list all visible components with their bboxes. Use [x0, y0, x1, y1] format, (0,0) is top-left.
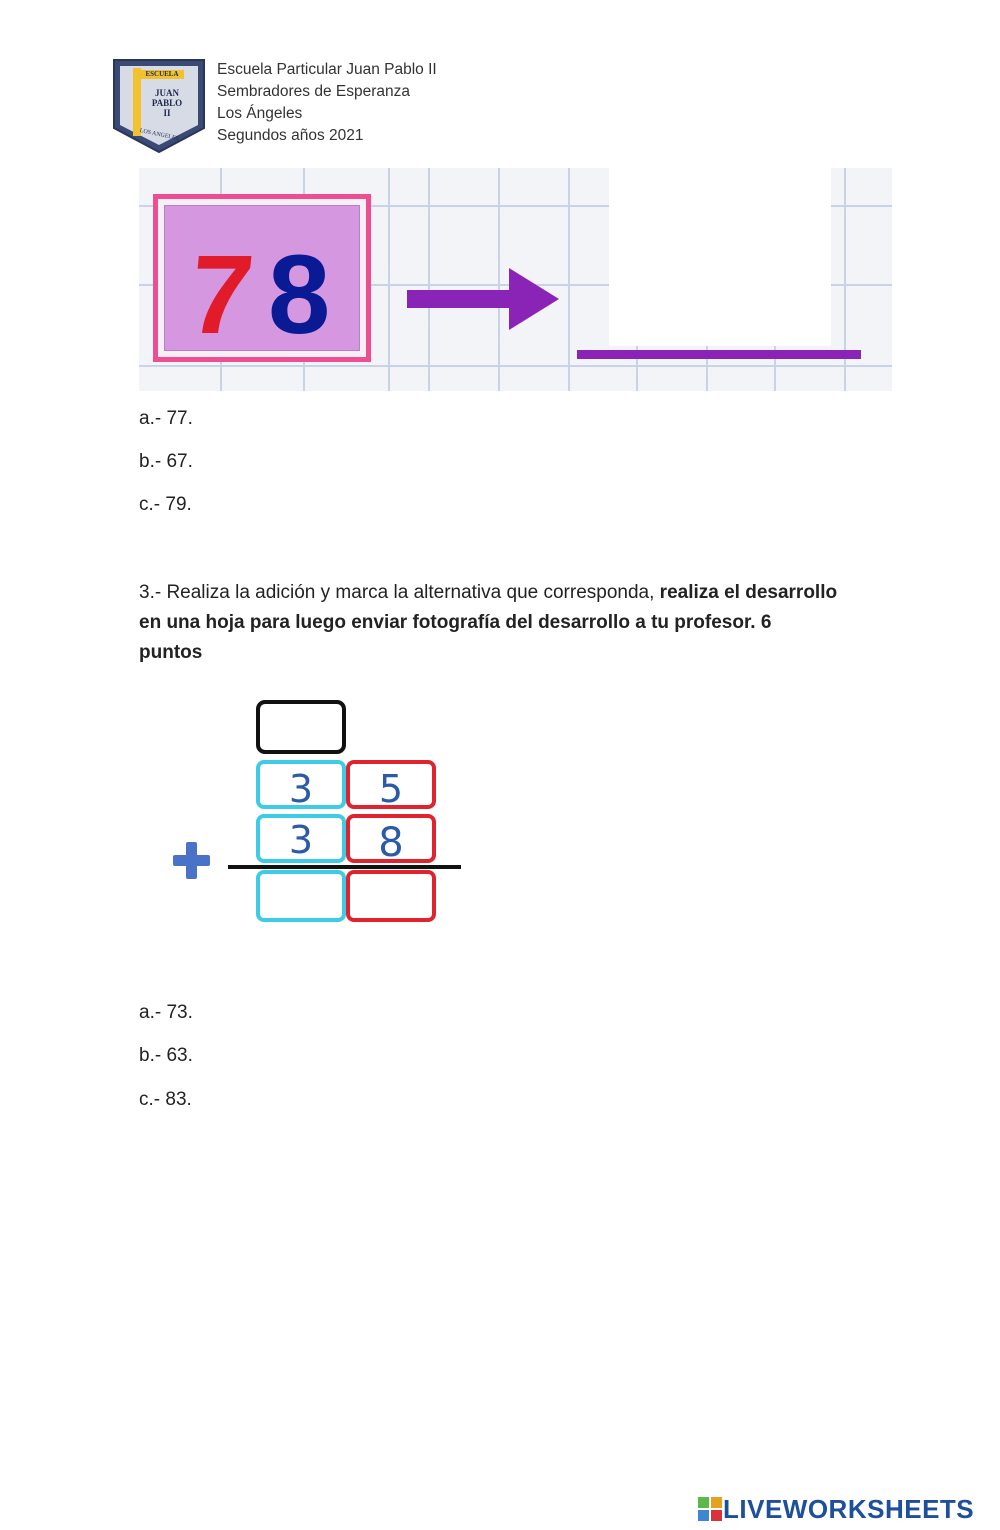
school-city: Los Ángeles: [217, 105, 303, 122]
number-card: [153, 194, 371, 362]
school-name: Escuela Particular Juan Pablo II: [217, 61, 437, 78]
addend2-units: 8: [378, 820, 404, 866]
logo-bottom-text: LOS ANGELES: [139, 127, 180, 143]
tens-digit: 7: [183, 232, 259, 357]
brand-name: LIVEWORKSHEETS: [723, 1493, 975, 1524]
answer-blank-area: [609, 168, 831, 346]
plus-icon: [173, 842, 210, 879]
arrow-right-icon: [405, 264, 565, 336]
q3-option-a[interactable]: a.- 73.: [139, 1002, 193, 1023]
logo-center-line-3: II: [163, 108, 171, 118]
number-decomposition-image: [139, 168, 892, 391]
addend1-tens: 3: [288, 767, 314, 811]
addend2-tens: 3: [288, 818, 314, 862]
q2-option-c[interactable]: c.- 79.: [139, 494, 192, 515]
addend1-units: 5: [378, 767, 404, 811]
units-digit: 8: [268, 232, 331, 357]
q2-option-a[interactable]: a.- 77.: [139, 408, 193, 429]
question-3-instruction: 3.- Realiza la adición y marca la alternativa que corresponda,: [139, 582, 660, 603]
school-motto: Sembradores de Esperanza: [217, 83, 411, 100]
question-3-text: [139, 578, 839, 668]
answer-line: [577, 350, 861, 359]
q3-option-b[interactable]: b.- 63.: [139, 1045, 193, 1066]
logo-center-line-2: PABLO: [151, 98, 183, 108]
logo-top-text: ESCUELA: [145, 70, 179, 78]
logo-center-line-1: JUAN: [155, 88, 179, 98]
course-year: Segundos años 2021: [217, 127, 364, 144]
addition-exercise-image: [136, 690, 476, 940]
school-header: [217, 59, 437, 147]
liveworksheets-brand[interactable]: [697, 1494, 974, 1524]
q3-option-c[interactable]: c.- 83.: [139, 1089, 192, 1110]
q2-option-b[interactable]: b.- 67.: [139, 451, 193, 472]
question-3-bold-instruction: realiza el desarrollo en una hoja para luego enviar fotografía del desarrollo a tu profesor. 6 puntos: [139, 582, 838, 663]
liveworksheets-logo-icon: [697, 1496, 723, 1522]
school-logo: [112, 58, 206, 154]
